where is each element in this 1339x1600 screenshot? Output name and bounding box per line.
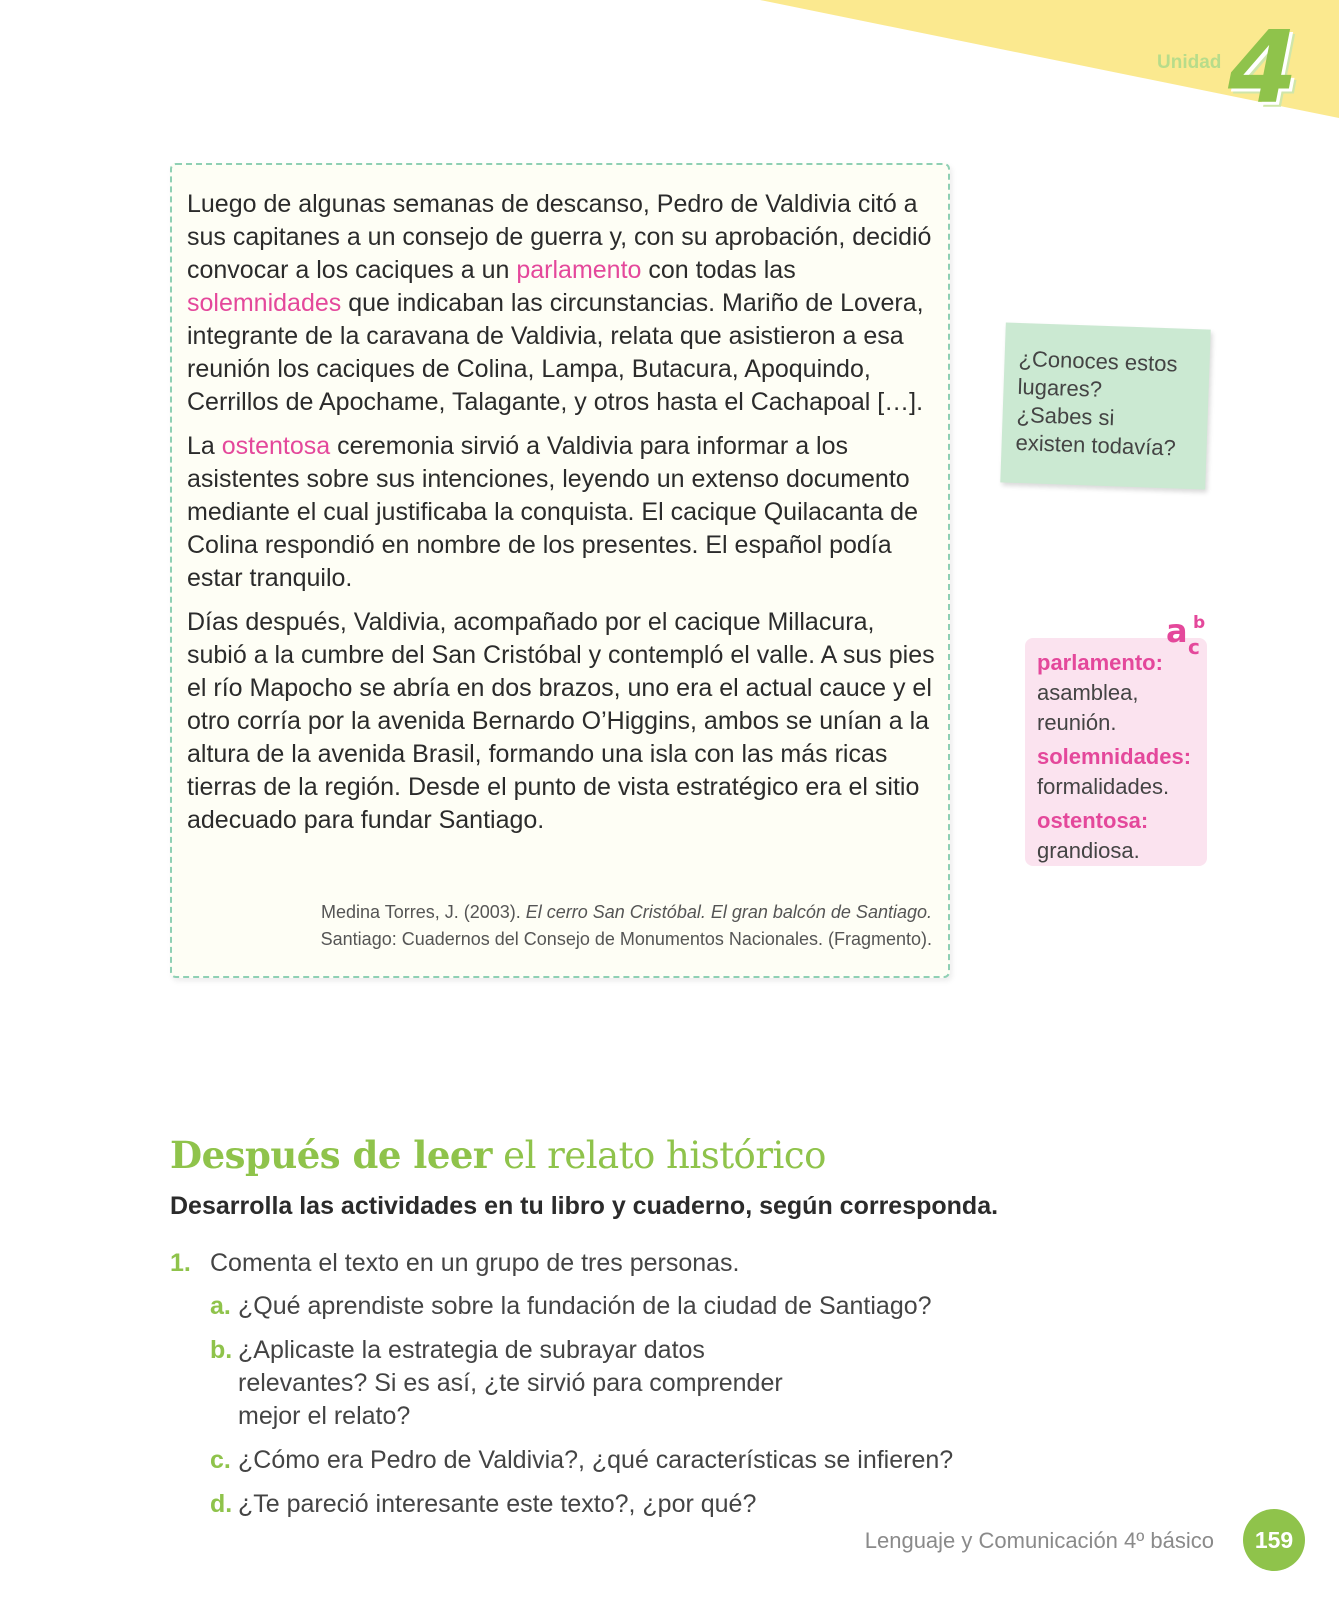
sub-letter: a. <box>210 1292 231 1320</box>
activity-sub-d <box>210 1488 970 1521</box>
page-number: 159 <box>1243 1509 1305 1571</box>
passage-segment: que indicaban las circunstancias. Mariño de Lovera, integrante de la caravana de Valdivia, relata que asistieron a esa reunión los caciques de Colina, Lampa, Butacura, Apoquindo, Cerrillos de Apochame, Talagante, y otros hasta el Cachapoal […]. <box>187 289 924 416</box>
activity-subs <box>210 1290 970 1521</box>
passage-paragraph <box>187 430 937 595</box>
sub-text: ¿Te pareció interesante este texto?, ¿por qué? <box>238 1490 757 1518</box>
section-title <box>170 1133 826 1177</box>
instructions: Desarrolla las actividades en tu libro y cuaderno, según corresponda. <box>170 1192 999 1220</box>
passage-text <box>187 188 937 848</box>
svg-text:b: b <box>1193 613 1206 633</box>
activity-number: 1. <box>170 1249 191 1277</box>
sub-letter: d. <box>210 1490 233 1518</box>
activity-sub-b <box>210 1334 970 1433</box>
glossary-definition: grandiosa. <box>1037 838 1140 863</box>
activity-text: Comenta el texto en un grupo de tres personas. <box>210 1249 740 1277</box>
sticky-note-text <box>1015 345 1204 463</box>
abc-icon <box>1166 612 1212 658</box>
passage-segment: Luego de algunas semanas de descanso, Pedro de Valdivia citó a sus capitanes a un consejo de guerra y, con su aprobación, decidió convocar a los caciques a un <box>187 190 932 284</box>
citation <box>232 899 932 953</box>
activity-1 <box>170 1247 970 1532</box>
activity-sub-a <box>210 1290 970 1323</box>
citation-source: Santiago: Cuadernos del Consejo de Monumentos Nacionales. (Fragmento). <box>320 929 932 949</box>
passage-paragraph <box>187 606 937 837</box>
vocabulary-word: ostentosa <box>221 432 331 460</box>
footer-subject: Lenguaje y Comunicación 4º básico <box>864 1528 1214 1553</box>
glossary-term: solemnidades: <box>1037 744 1192 769</box>
sticky-line: ¿Sabes si <box>1016 401 1115 431</box>
section-title-bold: Después de leer <box>170 1133 492 1177</box>
vocabulary-word: parlamento <box>516 256 642 284</box>
sticky-line: existen todavía? <box>1015 429 1177 461</box>
glossary-term: parlamento: <box>1037 650 1163 675</box>
sub-letter: c. <box>210 1446 231 1474</box>
sub-text: ¿Cómo era Pedro de Valdivia?, ¿qué características se infieren? <box>238 1446 954 1474</box>
sub-text: ¿Aplicaste la estrategia de subrayar datos relevantes? Si es así, ¿te sirvió para comprender mejor el relato? <box>238 1336 783 1430</box>
unit-label: Unidad <box>1157 52 1222 73</box>
sticky-line: lugares? <box>1017 373 1103 402</box>
citation-author: Medina Torres, J. (2003). <box>321 902 526 922</box>
glossary-box <box>1025 638 1207 866</box>
glossary-definition: asamblea, reunión. <box>1037 680 1139 735</box>
section-title-light: el relato histórico <box>491 1134 826 1177</box>
passage-segment: con todas las <box>641 256 796 284</box>
unit-number: 4 <box>1228 9 1298 126</box>
sticky-note <box>1000 322 1210 489</box>
passage-segment: Días después, Valdivia, acompañado por el cacique Millacura, subió a la cumbre del San Cristóbal y contempló el valle. A sus pies el río Mapocho se abría en dos brazos, uno era el actual cauce y el otro corría por la avenida Bernardo O’Higgins, ambos se unían a la altura de la avenida Brasil, formando una isla con las más ricas tierras de la región. Desde el punto de vista estratégico era el sitio adecuado para fundar Santiago. <box>187 608 935 834</box>
sub-letter: b. <box>210 1336 233 1364</box>
unit-banner <box>0 0 1339 130</box>
passage-segment: ceremonia sirvió a Valdivia para informar a los asistentes sobre sus intenciones, leyendo un extenso documento mediante el cual justificaba la conquista. El cacique Quilacanta de Colina respondió en nombre de los presentes. El español podía estar tranquilo. <box>187 432 918 592</box>
vocabulary-word: solemnidades <box>187 289 342 317</box>
passage-paragraph <box>187 188 937 419</box>
glossary-term: ostentosa: <box>1037 808 1149 833</box>
citation-title: El cerro San Cristóbal. El gran balcón de Santiago. <box>525 902 932 922</box>
glossary-definition: formalidades. <box>1037 774 1170 799</box>
glossary-list <box>1037 648 1212 870</box>
sub-text: ¿Qué aprendiste sobre la fundación de la ciudad de Santiago? <box>238 1292 932 1320</box>
passage-segment: La <box>187 432 222 460</box>
svg-text:c: c <box>1188 635 1200 658</box>
activity-sub-c <box>210 1444 970 1477</box>
sticky-line: ¿Conoces estos <box>1018 345 1178 377</box>
svg-text:a: a <box>1166 612 1188 650</box>
